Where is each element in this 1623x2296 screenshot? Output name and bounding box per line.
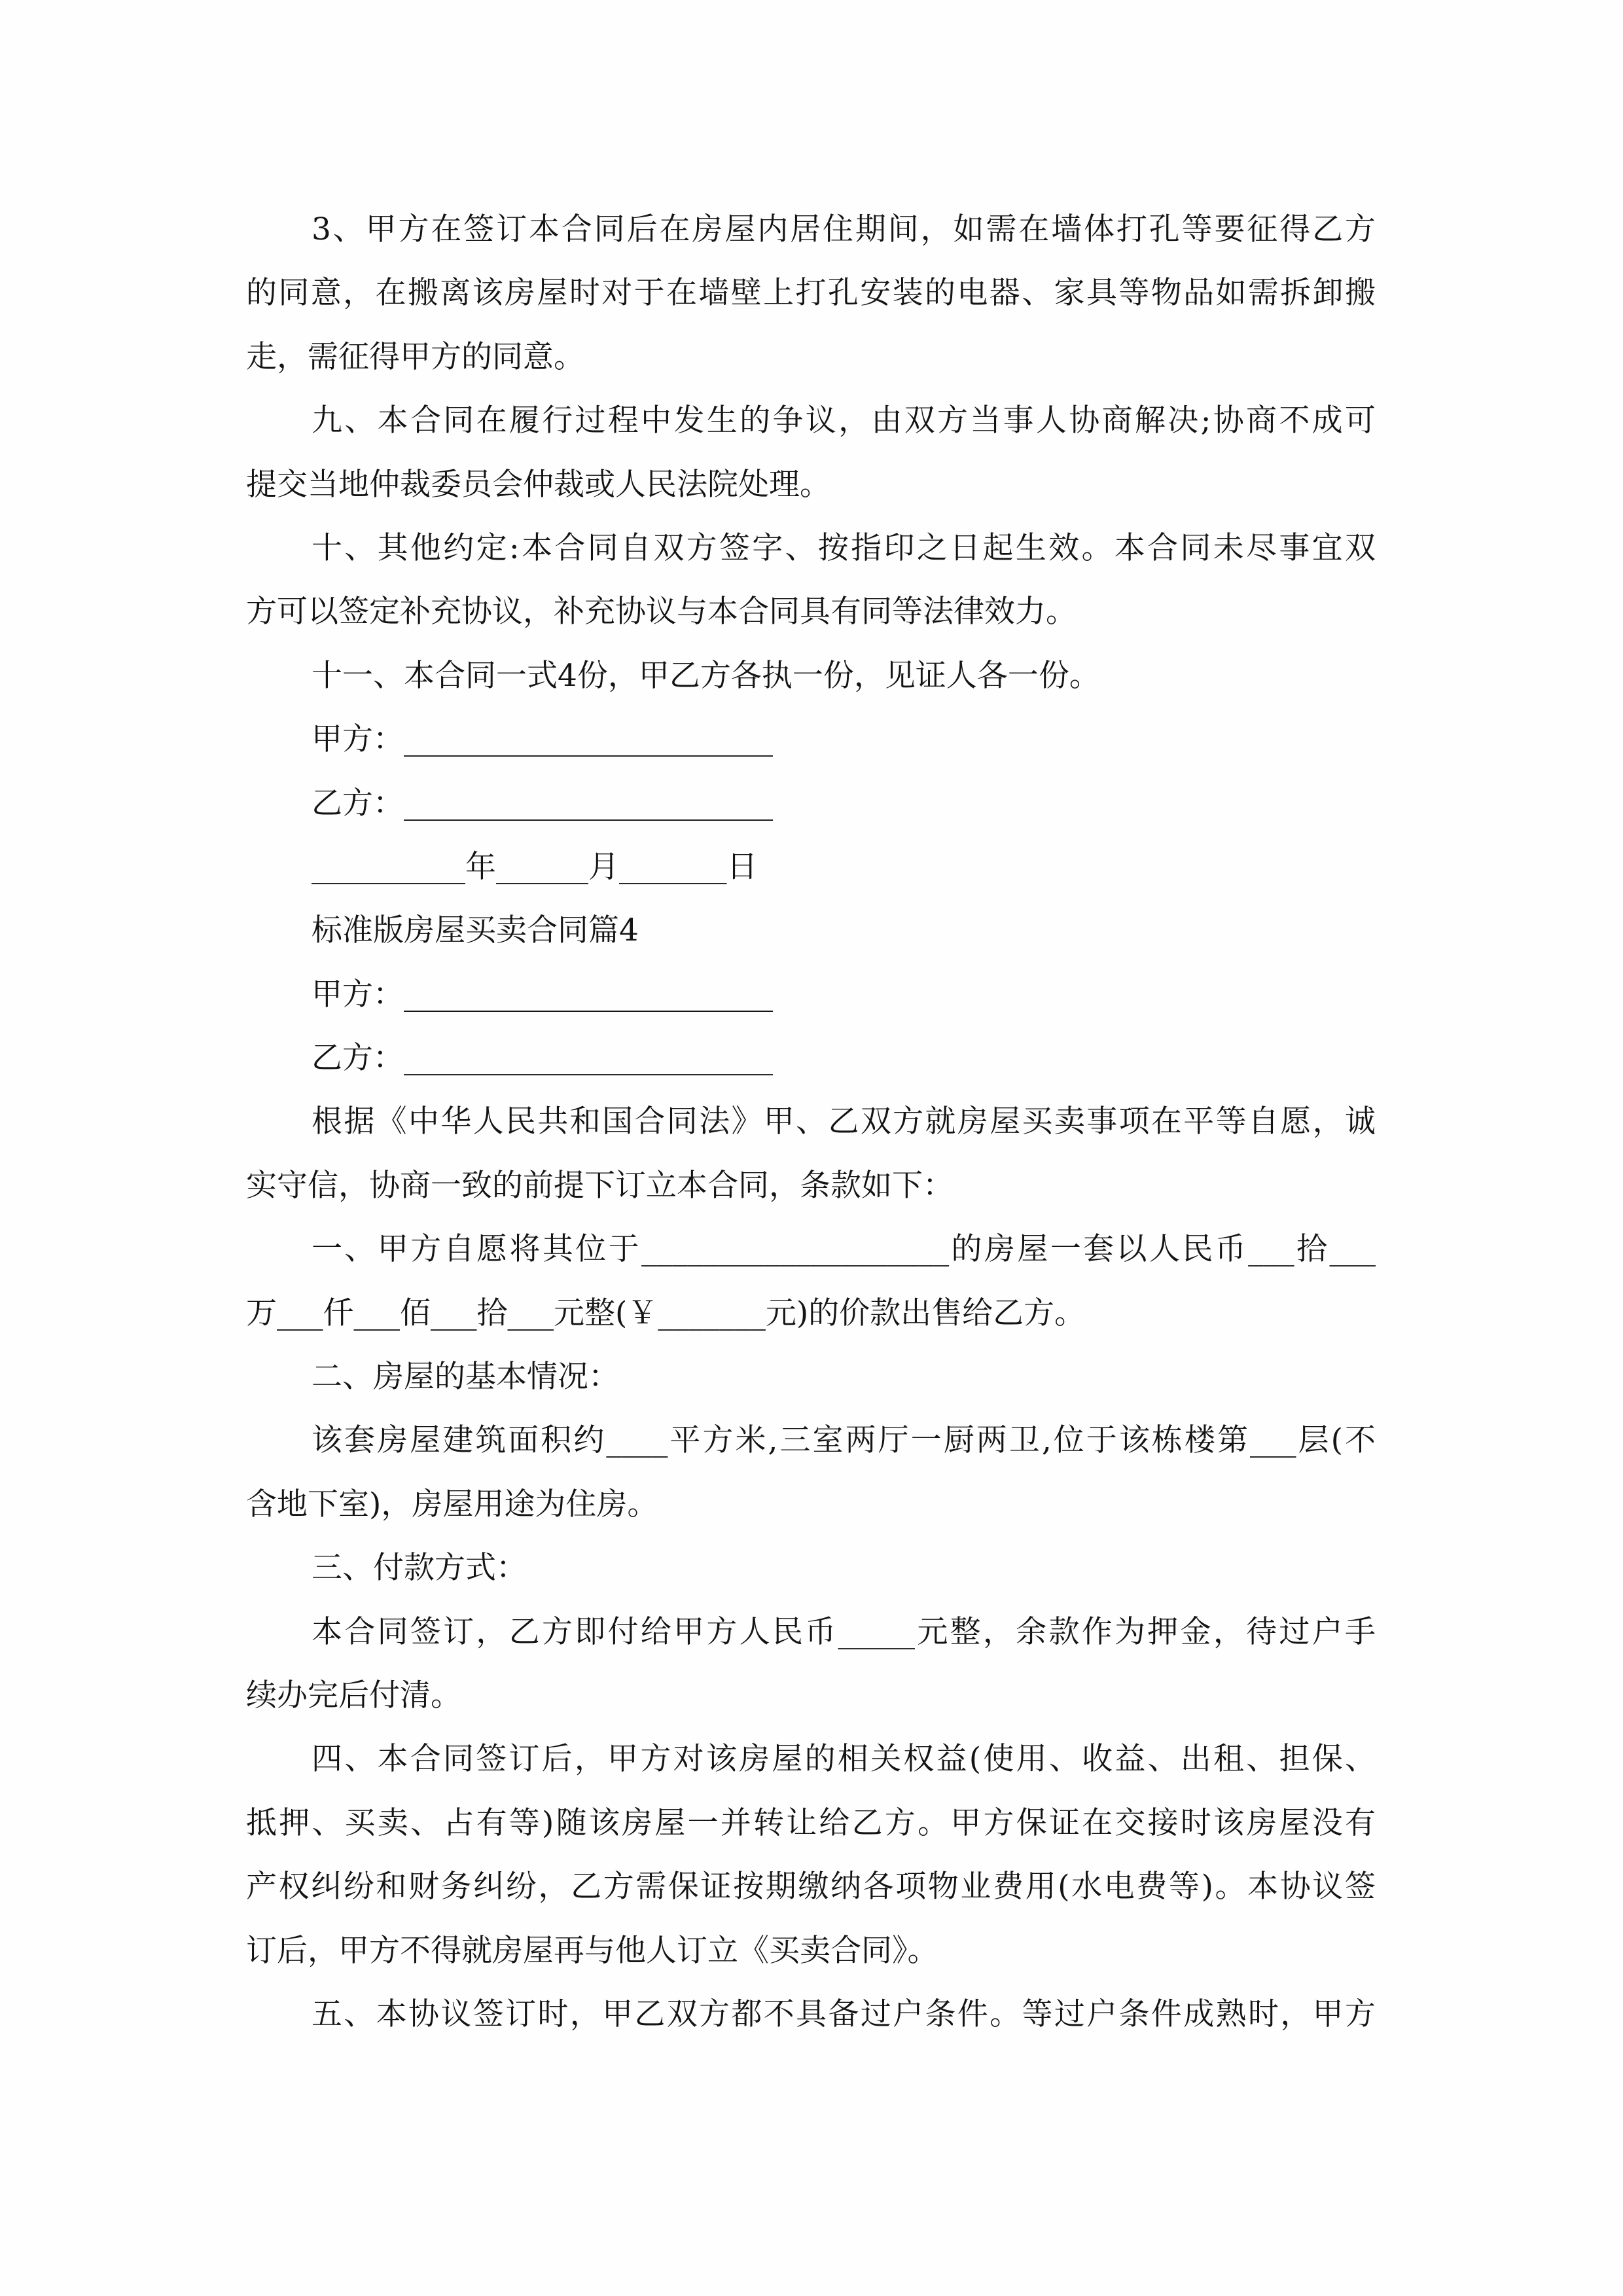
- preamble-line: 根据《中华人民共和国合同法》甲、乙双方就房屋买卖事项在平等自愿，诚: [312, 1103, 1376, 1140]
- clause-11: 十一、本合同一式4份，甲乙方各执一份，见证人各一份。: [312, 657, 1100, 694]
- clause-3-line: 续办完后付清。: [246, 1677, 461, 1713]
- clause-10-line: 方可以签定补充协议，补充协议与本合同具有同等法律效力。: [246, 594, 1077, 630]
- clause-4: [246, 1727, 1376, 1982]
- clause-9: [246, 389, 1376, 516]
- clause-8-item-3-line: 3、甲方在签订本合同后在房屋内居住期间，如需在墙体打孔等要征得乙方: [312, 211, 1376, 247]
- clause-10: [246, 516, 1376, 644]
- clause-8-item-3-line: 的同意，在搬离该房屋时对于在墙壁上打孔安装的电器、家具等物品如需拆卸搬: [246, 275, 1376, 312]
- party-b-signature-line: 乙方：________________________: [312, 1040, 773, 1077]
- clause-3-line: 本合同签订，乙方即付给甲方人民币_____元整，余款作为押金，待过户手: [312, 1613, 1376, 1650]
- clause-1-line: 一、甲方自愿将其位于____________________的房屋一套以人民币___拾___: [312, 1231, 1376, 1268]
- date-line: __________年______月_______日: [312, 848, 758, 885]
- preamble-line: 实守信，协商一致的前提下订立本合同，条款如下：: [246, 1167, 954, 1204]
- preamble: [246, 1090, 1376, 1217]
- clause-2: [246, 1345, 1376, 1536]
- signature-block-2: [246, 963, 1376, 1090]
- clause-9-line: 九、本合同在履行过程中发生的争议，由双方当事人协商解决;协商不成可: [312, 403, 1376, 439]
- signature-block-1: [246, 708, 1376, 899]
- clause-1-line: 万___仟___佰___拾___元整(￥_______元)的价款出售给乙方。: [246, 1295, 1086, 1331]
- clause-4-line: 抵押、买卖、占有等)随该房屋一并转让给乙方。甲方保证在交接时该房屋没有: [246, 1804, 1376, 1841]
- clause-5: [246, 1982, 1376, 2046]
- clause-1: [246, 1217, 1376, 1345]
- clause-2-line: 该套房屋建筑面积约____平方米,三室两厅一厨两卫,位于该栋楼第___层(不: [312, 1422, 1376, 1459]
- clause-3-heading: 三、付款方式：: [312, 1550, 527, 1587]
- clause-2-heading: 二、房屋的基本情况：: [312, 1359, 619, 1395]
- clause-8-item-3-line: 走，需征得甲方的同意。: [246, 338, 584, 375]
- clause-4-line: 订后，甲方不得就房屋再与他人订立《买卖合同》。: [246, 1932, 938, 1969]
- party-b-signature-line: 乙方：________________________: [312, 785, 773, 821]
- clause-10-line: 十、其他约定:本合同自双方签字、按指印之日起生效。本合同未尽事宜双: [312, 529, 1376, 566]
- clause-3: [246, 1536, 1376, 1727]
- clause-8-item-3: [246, 198, 1376, 389]
- clause-9-line: 提交当地仲裁委员会仲裁或人民法院处理。: [246, 466, 830, 503]
- contract-text: [246, 198, 1376, 2046]
- clause-5-line: 五、本协议签订时，甲乙双方都不具备过户条件。等过户条件成熟时，甲方: [312, 1996, 1376, 2032]
- clause-4-line: 四、本合同签订后，甲方对该房屋的相关权益(使用、收益、出租、担保、: [312, 1741, 1376, 1778]
- party-a-signature-line: 甲方：________________________: [312, 976, 773, 1013]
- section-heading: 标准版房屋买卖合同篇4: [312, 912, 639, 949]
- clause-4-line: 产权纠纷和财务纠纷，乙方需保证按期缴纳各项物业费用(水电费等)。本协议签: [246, 1869, 1376, 1905]
- clause-2-line: 含地下室)，房屋用途为住房。: [246, 1486, 658, 1522]
- party-a-signature-line: 甲方：________________________: [312, 721, 773, 758]
